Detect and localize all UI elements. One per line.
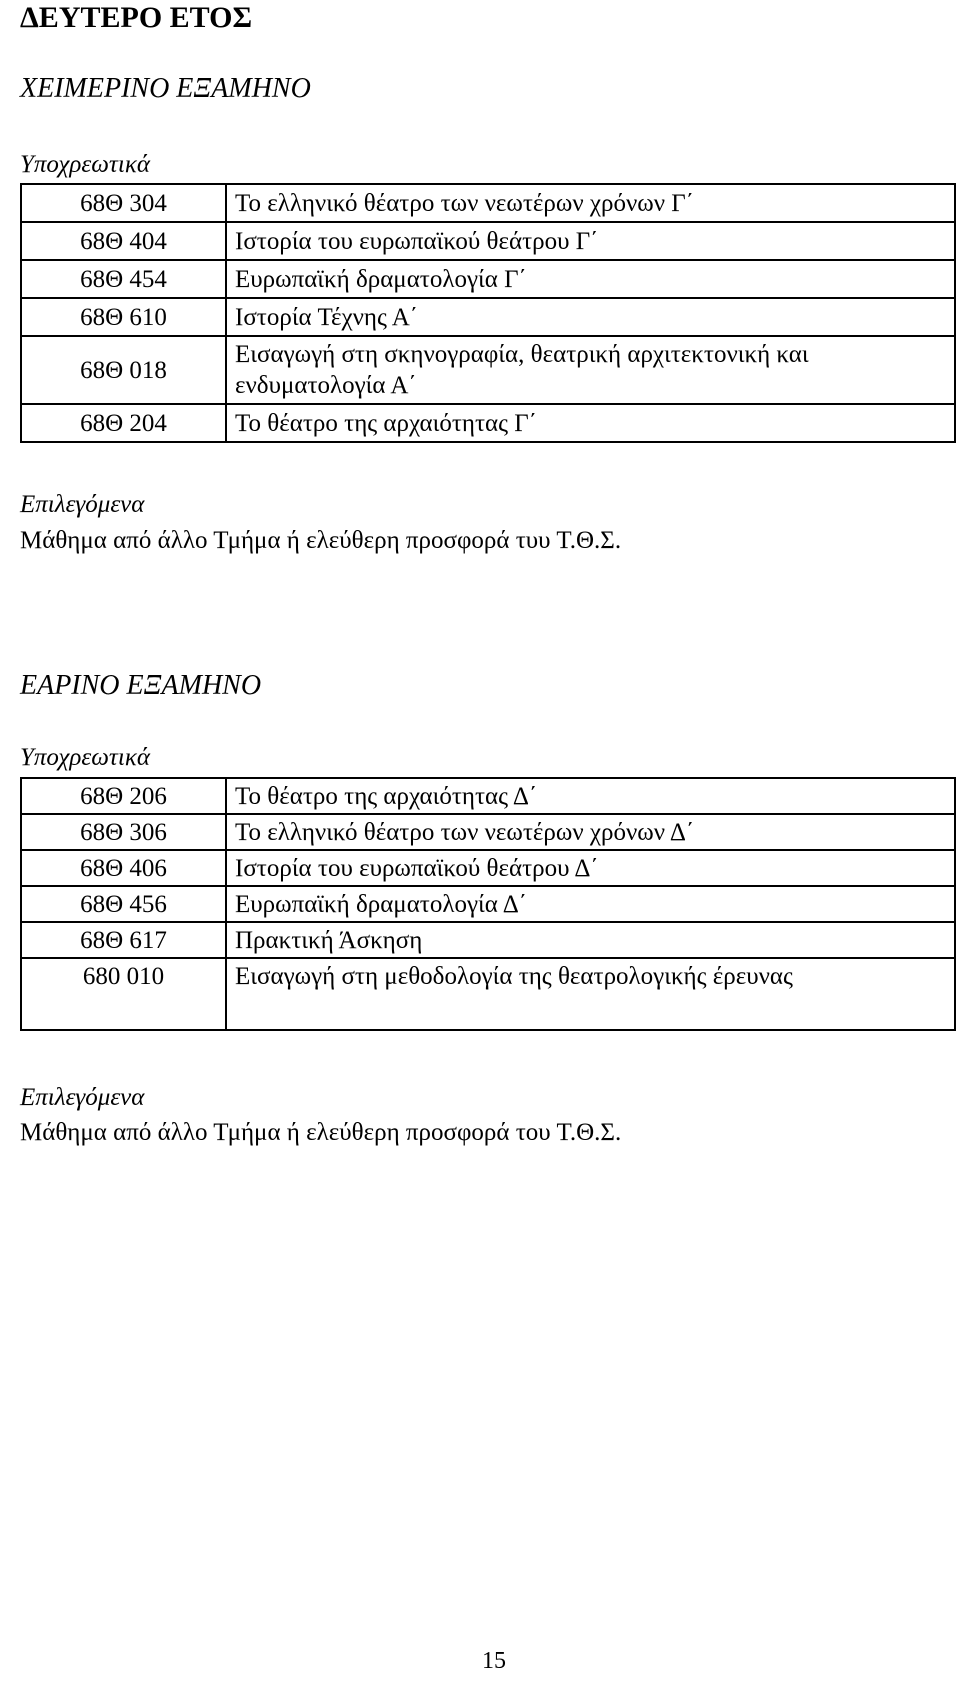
course-code: 68Θ 206 — [21, 778, 226, 814]
course-code: 68Θ 306 — [21, 814, 226, 850]
spring-required-label: Υποχρεωτικά — [20, 744, 150, 771]
table-row — [21, 886, 955, 922]
winter-required-label: Υποχρεωτικά — [20, 151, 150, 178]
course-title: Εισαγωγή στη σκηνογραφία, θεατρική αρχιτεκτονική και ενδυματολογία Α΄ — [226, 336, 955, 404]
page-number-value: 15 — [482, 1648, 506, 1674]
course-title: Ευρωπαϊκή δραματολογία Γ΄ — [226, 260, 955, 298]
course-title: Ιστορία Τέχνης Α΄ — [226, 298, 955, 336]
course-code: 68Θ 454 — [21, 260, 226, 298]
winter-elective-text: Μάθημα από άλλο Τμήμα ή ελεύθερη προσφορά τυυ Τ.Θ.Σ. — [20, 527, 622, 554]
table-row — [21, 222, 955, 260]
spring-elective-label: Επιλεγόμενα — [20, 1084, 145, 1111]
course-code: 680 010 — [21, 958, 226, 1030]
course-title: Πρακτική Άσκηση — [226, 922, 955, 958]
spring-courses-table — [20, 777, 956, 1031]
table-row — [21, 778, 955, 814]
course-code: 68Θ 204 — [21, 404, 226, 442]
year-title: ΔΕΥΤΕΡΟ ΕΤΟΣ — [20, 1, 253, 34]
table-row — [21, 958, 955, 1030]
spring-elective-text: Μάθημα από άλλο Τμήμα ή ελεύθερη προσφορά του Τ.Θ.Σ. — [20, 1119, 622, 1146]
table-row — [21, 336, 955, 404]
table-row — [21, 922, 955, 958]
course-code: 68Θ 404 — [21, 222, 226, 260]
course-title: Το ελληνικό θέατρο των νεωτέρων χρόνων Γ΄ — [226, 184, 955, 222]
course-code: 68Θ 456 — [21, 886, 226, 922]
table-row — [21, 850, 955, 886]
course-code: 68Θ 406 — [21, 850, 226, 886]
course-title: Εισαγωγή στη μεθοδολογία της θεατρολογικής έρευνας — [226, 958, 955, 1030]
table-row — [21, 404, 955, 442]
winter-elective-label: Επιλεγόμενα — [20, 491, 145, 518]
course-title: Το ελληνικό θέατρο των νεωτέρων χρόνων Δ΄ — [226, 814, 955, 850]
table-row — [21, 298, 955, 336]
course-code: 68Θ 304 — [21, 184, 226, 222]
course-title: Το θέατρο της αρχαιότητας Γ΄ — [226, 404, 955, 442]
table-row — [21, 260, 955, 298]
winter-courses-table — [20, 183, 956, 443]
course-title: Ιστορία του ευρωπαϊκού θεάτρου Δ΄ — [226, 850, 955, 886]
course-title: Ευρωπαϊκή δραματολογία Δ΄ — [226, 886, 955, 922]
course-title: Το θέατρο της αρχαιότητας Δ΄ — [226, 778, 955, 814]
table-row — [21, 184, 955, 222]
page-number — [0, 1646, 960, 1676]
course-title: Ιστορία του ευρωπαϊκού θεάτρου Γ΄ — [226, 222, 955, 260]
course-code: 68Θ 617 — [21, 922, 226, 958]
spring-semester-title: ΕΑΡΙΝΟ ΕΞΑΜΗΝΟ — [20, 670, 262, 701]
winter-semester-title: ΧΕΙΜΕΡΙΝΟ ΕΞΑΜΗΝΟ — [20, 73, 311, 104]
table-row — [21, 814, 955, 850]
course-code: 68Θ 018 — [21, 336, 226, 404]
course-code: 68Θ 610 — [21, 298, 226, 336]
